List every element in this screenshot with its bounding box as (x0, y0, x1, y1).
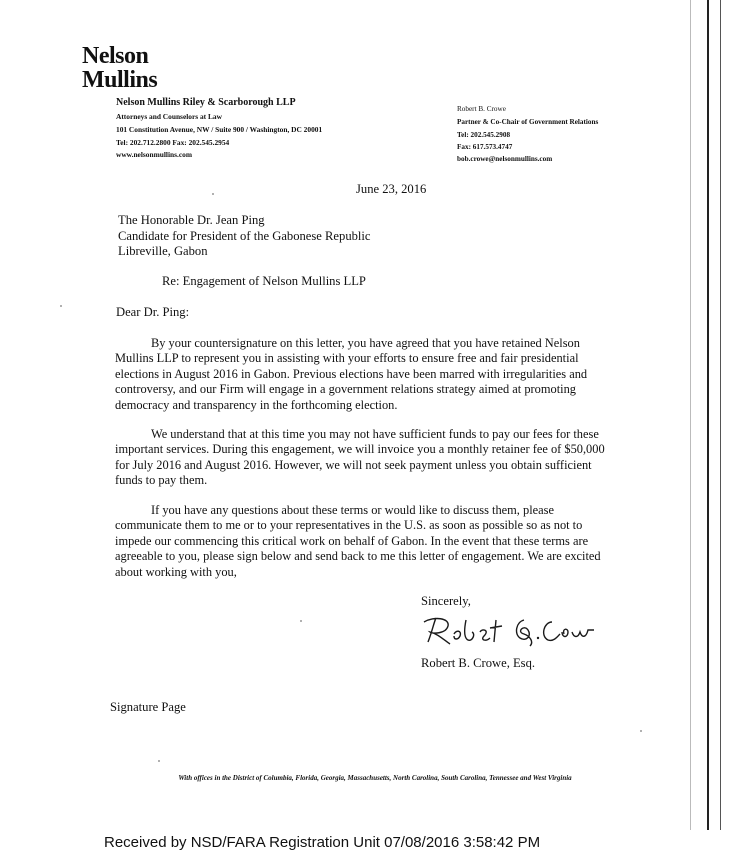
letter-date: June 23, 2016 (356, 182, 427, 196)
scan-edge-line (690, 0, 691, 830)
scan-speck (158, 760, 160, 762)
sender-fax: Fax: 617.573.4747 (457, 143, 513, 151)
sender-name: Robert B. Crowe (457, 105, 506, 113)
signature-page-label: Signature Page (110, 700, 186, 714)
firm-phone-fax: Tel: 202.712.2800 Fax: 202.545.2954 (116, 138, 230, 147)
firm-website: www.nelsonmullins.com (116, 150, 192, 159)
body-paragraph (115, 336, 620, 413)
firm-name: Nelson Mullins Riley & Scarborough LLP (116, 97, 296, 108)
firm-logo (82, 44, 157, 92)
scan-edge-line (707, 0, 709, 830)
offices-footer: With offices in the District of Columbia, Florida, Georgia, Massachusetts, North Carolina, South Carolina, Tennessee and West Virginia (178, 774, 572, 782)
scan-speck (640, 730, 642, 732)
sender-tel: Tel: 202.545.2908 (457, 131, 511, 139)
paragraph-text: If you have any questions about these terms or would like to discuss them, please communicate them to me or to your representatives in the U.S. as soon as possible so as not to impede our commencing this critical work on behalf of Gabon. In the event that these terms are agreeable to you, please sign below and send back to me this letter of engagement. We are excited about working with you, (115, 503, 601, 579)
sender-email: bob.crowe@nelsonmullins.com (457, 155, 553, 163)
paragraph-text: We understand that at this time you may not have sufficient funds to pay our fees for these important services. During this engagement, we will invoice you a monthly retainer fee of $50,000 for July 2016 and August 2016. However, we will not seek payment unless you obtain sufficient funds to pay them. (115, 427, 605, 488)
sender-title: Partner & Co-Chair of Government Relations (457, 118, 599, 126)
scan-speck (60, 305, 62, 307)
scan-speck (212, 193, 214, 195)
recipient-line-2: Candidate for President of the Gabonese Republic (118, 229, 371, 243)
recipient-line-3: Libreville, Gabon (118, 244, 208, 258)
scan-edge-line (720, 0, 721, 830)
received-stamp: Received by NSD/FARA Registration Unit 07/08/2016 3:58:42 PM (104, 834, 541, 851)
re-line: Re: Engagement of Nelson Mullins LLP (162, 274, 366, 288)
closing: Sincerely, (421, 594, 471, 608)
paragraph-text: By your countersignature on this letter, you have agreed that you have retained Nelson Mullins LLP to represent you in assisting with your efforts to ensure free and fair presidential elections in August 2016 in Gabon. Previous elections have been marred with irregularities and controversy, and our Firm will engage in a government relations strategy aimed at promoting democracy and transparency in the forthcoming election. (115, 336, 588, 412)
recipient-line-1: The Honorable Dr. Jean Ping (118, 213, 265, 227)
logo-line-1: Nelson (82, 43, 149, 69)
salutation: Dear Dr. Ping: (116, 305, 190, 319)
handwritten-signature (420, 612, 595, 652)
firm-subtitle: Attorneys and Counselors at Law (116, 112, 222, 121)
logo-line-2: Mullins (82, 67, 158, 93)
scan-speck (300, 620, 302, 622)
body-paragraph (115, 503, 620, 580)
signer-name: Robert B. Crowe, Esq. (421, 656, 536, 670)
body-paragraph (115, 427, 620, 489)
firm-address: 101 Constitution Avenue, NW / Suite 900 / Washington, DC 20001 (116, 125, 323, 134)
